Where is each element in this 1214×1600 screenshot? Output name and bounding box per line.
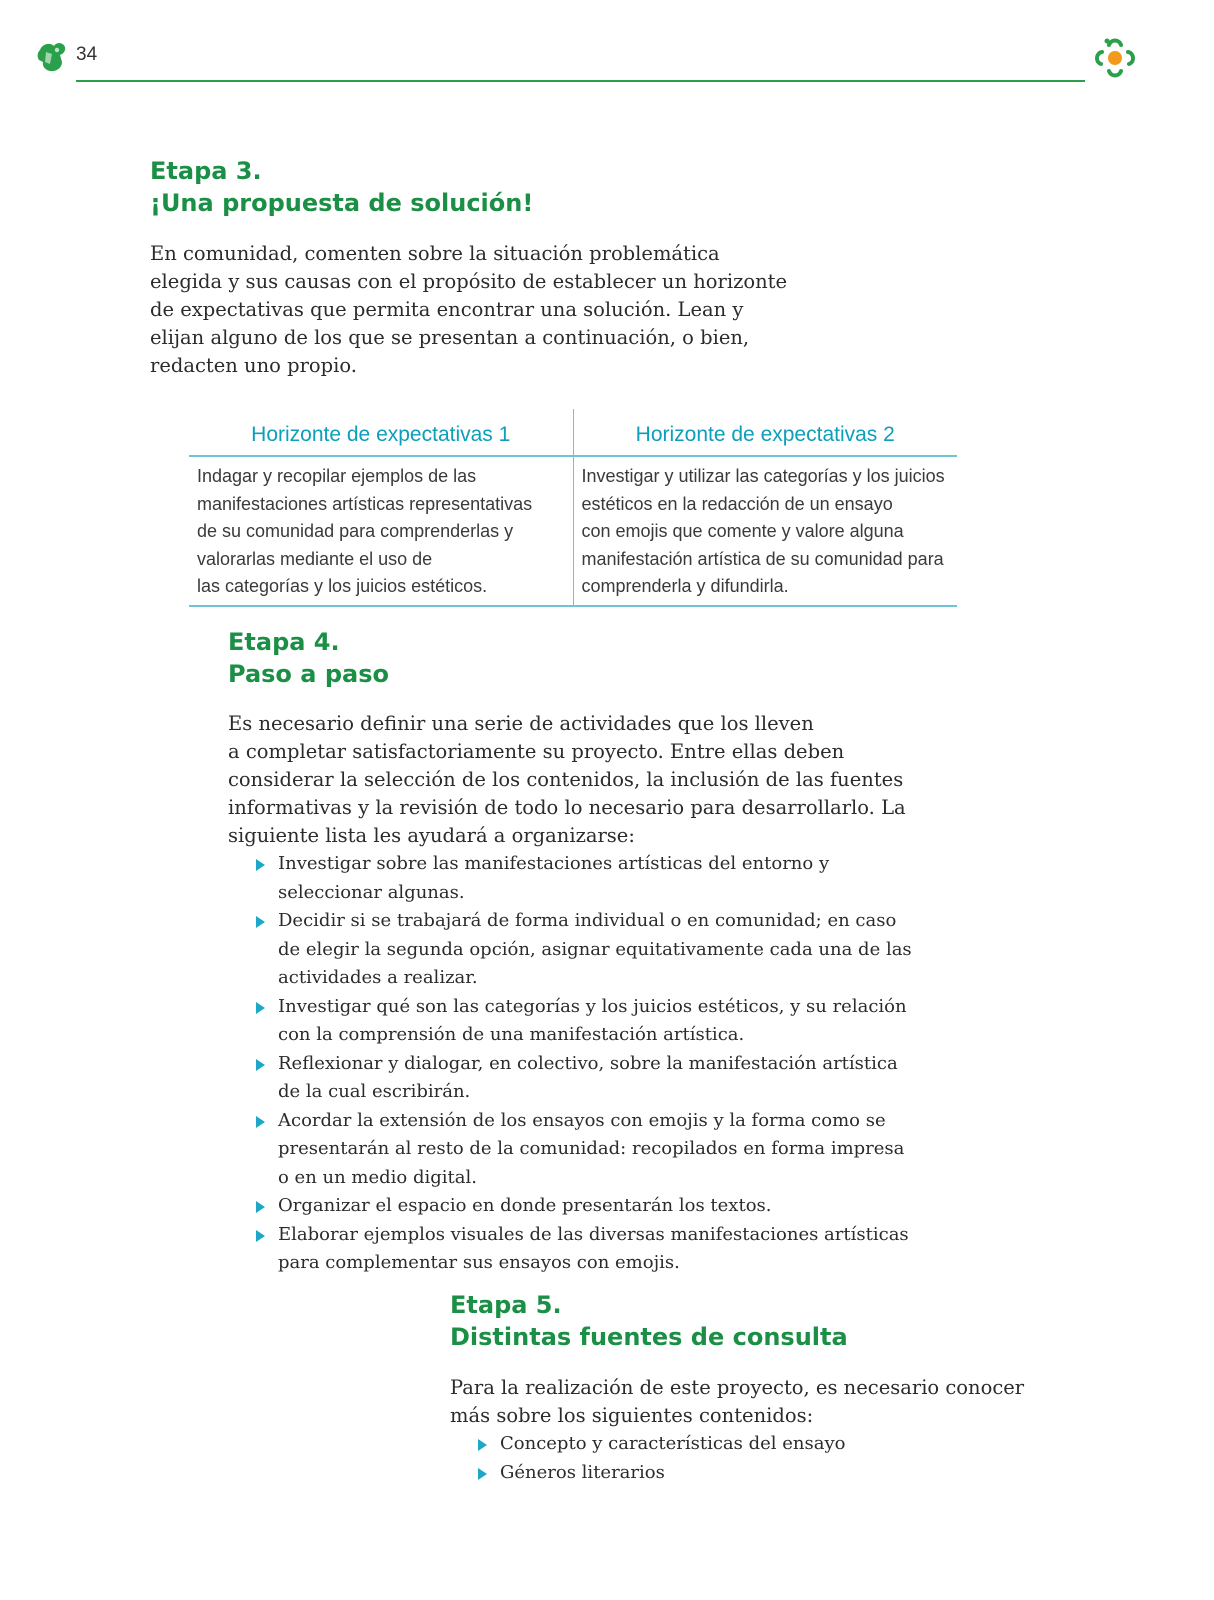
paragraph-line: informativas y la revisión de todo lo necesario para desarrollarlo. La [228,796,906,819]
paragraph-line: redacten uno propio. [150,354,357,377]
stage3-paragraph [150,240,787,380]
list-item: Reflexionar y dialogar, en colectivo, sobre la manifestación artística de la cual escribirán. [256,1050,912,1107]
stage4-activity-list [256,850,912,1278]
table-header-2: Horizonte de expectativas 2 [573,409,957,456]
stage3-subtitle: ¡Una propuesta de solución! [150,189,534,217]
cell-line: comprenderla y difundirla. [581,576,789,596]
cell-line: manifestaciones artísticas representativas [197,493,533,514]
paragraph-line: siguiente lista les ayudará a organizarse: [228,824,635,847]
cell-line: de su comunidad para comprenderlas y [197,521,514,541]
list-item: Géneros literarios [478,1459,846,1488]
stage5-subtitle: Distintas fuentes de consulta [450,1323,848,1351]
stage5-paragraph [450,1374,1024,1430]
list-item: Decidir si se trabajará de forma individual o en comunidad; en caso de elegir la segunda opción, asignar equitativamente cada una de las actividades a realizar. [256,907,912,993]
list-item: Investigar sobre las manifestaciones artísticas del entorno y seleccionar algunas. [256,850,912,907]
stage3-title: Etapa 3. [150,157,262,185]
list-item: Elaborar ejemplos visuales de las diversas manifestaciones artísticas para complementar sus ensayos con emojis. [256,1221,912,1278]
bullet-arrow-icon [256,1201,265,1213]
stage4-title: Etapa 4. [228,628,340,656]
cell-line: con emojis que comente y valore alguna [581,521,904,541]
paragraph-line: de expectativas que permita encontrar una solución. Lean y [150,298,744,321]
bullet-arrow-icon [478,1439,487,1451]
paragraph-line: Es necesario definir una serie de actividades que los lleven [228,712,814,735]
book-emblem-icon [36,40,68,74]
paragraph-line: más sobre los siguientes contenidos: [450,1404,814,1427]
stage5-content-list [478,1430,846,1487]
table-cell-1 [189,456,573,606]
community-flower-icon [1089,33,1141,85]
list-item: Acordar la extensión de los ensayos con emojis y la forma como se presentarán al resto de la comunidad: recopilados en forma impresa o en un medio digital. [256,1107,912,1193]
paragraph-line: a completar satisfactoriamente su proyecto. Entre ellas deben [228,740,845,763]
cell-line: las categorías y los juicios estéticos. [197,576,488,596]
list-item: Investigar qué son las categorías y los juicios estéticos, y su relación con la comprensión de una manifestación artística. [256,993,912,1050]
paragraph-line: elegida y sus causas con el propósito de establecer un horizonte [150,270,788,293]
list-item: Organizar el espacio en donde presentarán los textos. [256,1192,912,1221]
cell-line: Indagar y recopilar ejemplos de las [197,466,477,486]
cell-line: Investigar y utilizar las categorías y los juicios [581,466,945,486]
cell-line: estéticos en la redacción de un ensayo [581,493,893,514]
bullet-arrow-icon [478,1468,487,1480]
stage4-subtitle: Paso a paso [228,660,389,688]
list-item: Concepto y características del ensayo [478,1430,846,1459]
bullet-arrow-icon [256,916,265,928]
page-number: 34 [76,44,98,65]
paragraph-line: Para la realización de este proyecto, es necesario conocer [450,1376,1025,1399]
cell-line: valorarlas mediante el uso de [197,548,433,569]
bullet-arrow-icon [256,1002,265,1014]
stage4-paragraph [228,710,906,850]
paragraph-line: En comunidad, comenten sobre la situación problemática [150,242,720,265]
bullet-arrow-icon [256,859,265,871]
cell-line: manifestación artística de su comunidad para [581,548,944,569]
paragraph-line: elijan alguno de los que se presentan a continuación, o bien, [150,326,750,349]
bullet-arrow-icon [256,1230,265,1242]
table-header-1: Horizonte de expectativas 1 [189,409,573,456]
expectations-table [189,409,957,607]
header-divider [76,80,1085,82]
stage5-title: Etapa 5. [450,1291,562,1319]
bullet-arrow-icon [256,1116,265,1128]
paragraph-line: considerar la selección de los contenidos, la inclusión de las fuentes [228,768,904,791]
table-row [189,456,957,606]
table-cell-2 [573,456,957,606]
bullet-arrow-icon [256,1059,265,1071]
